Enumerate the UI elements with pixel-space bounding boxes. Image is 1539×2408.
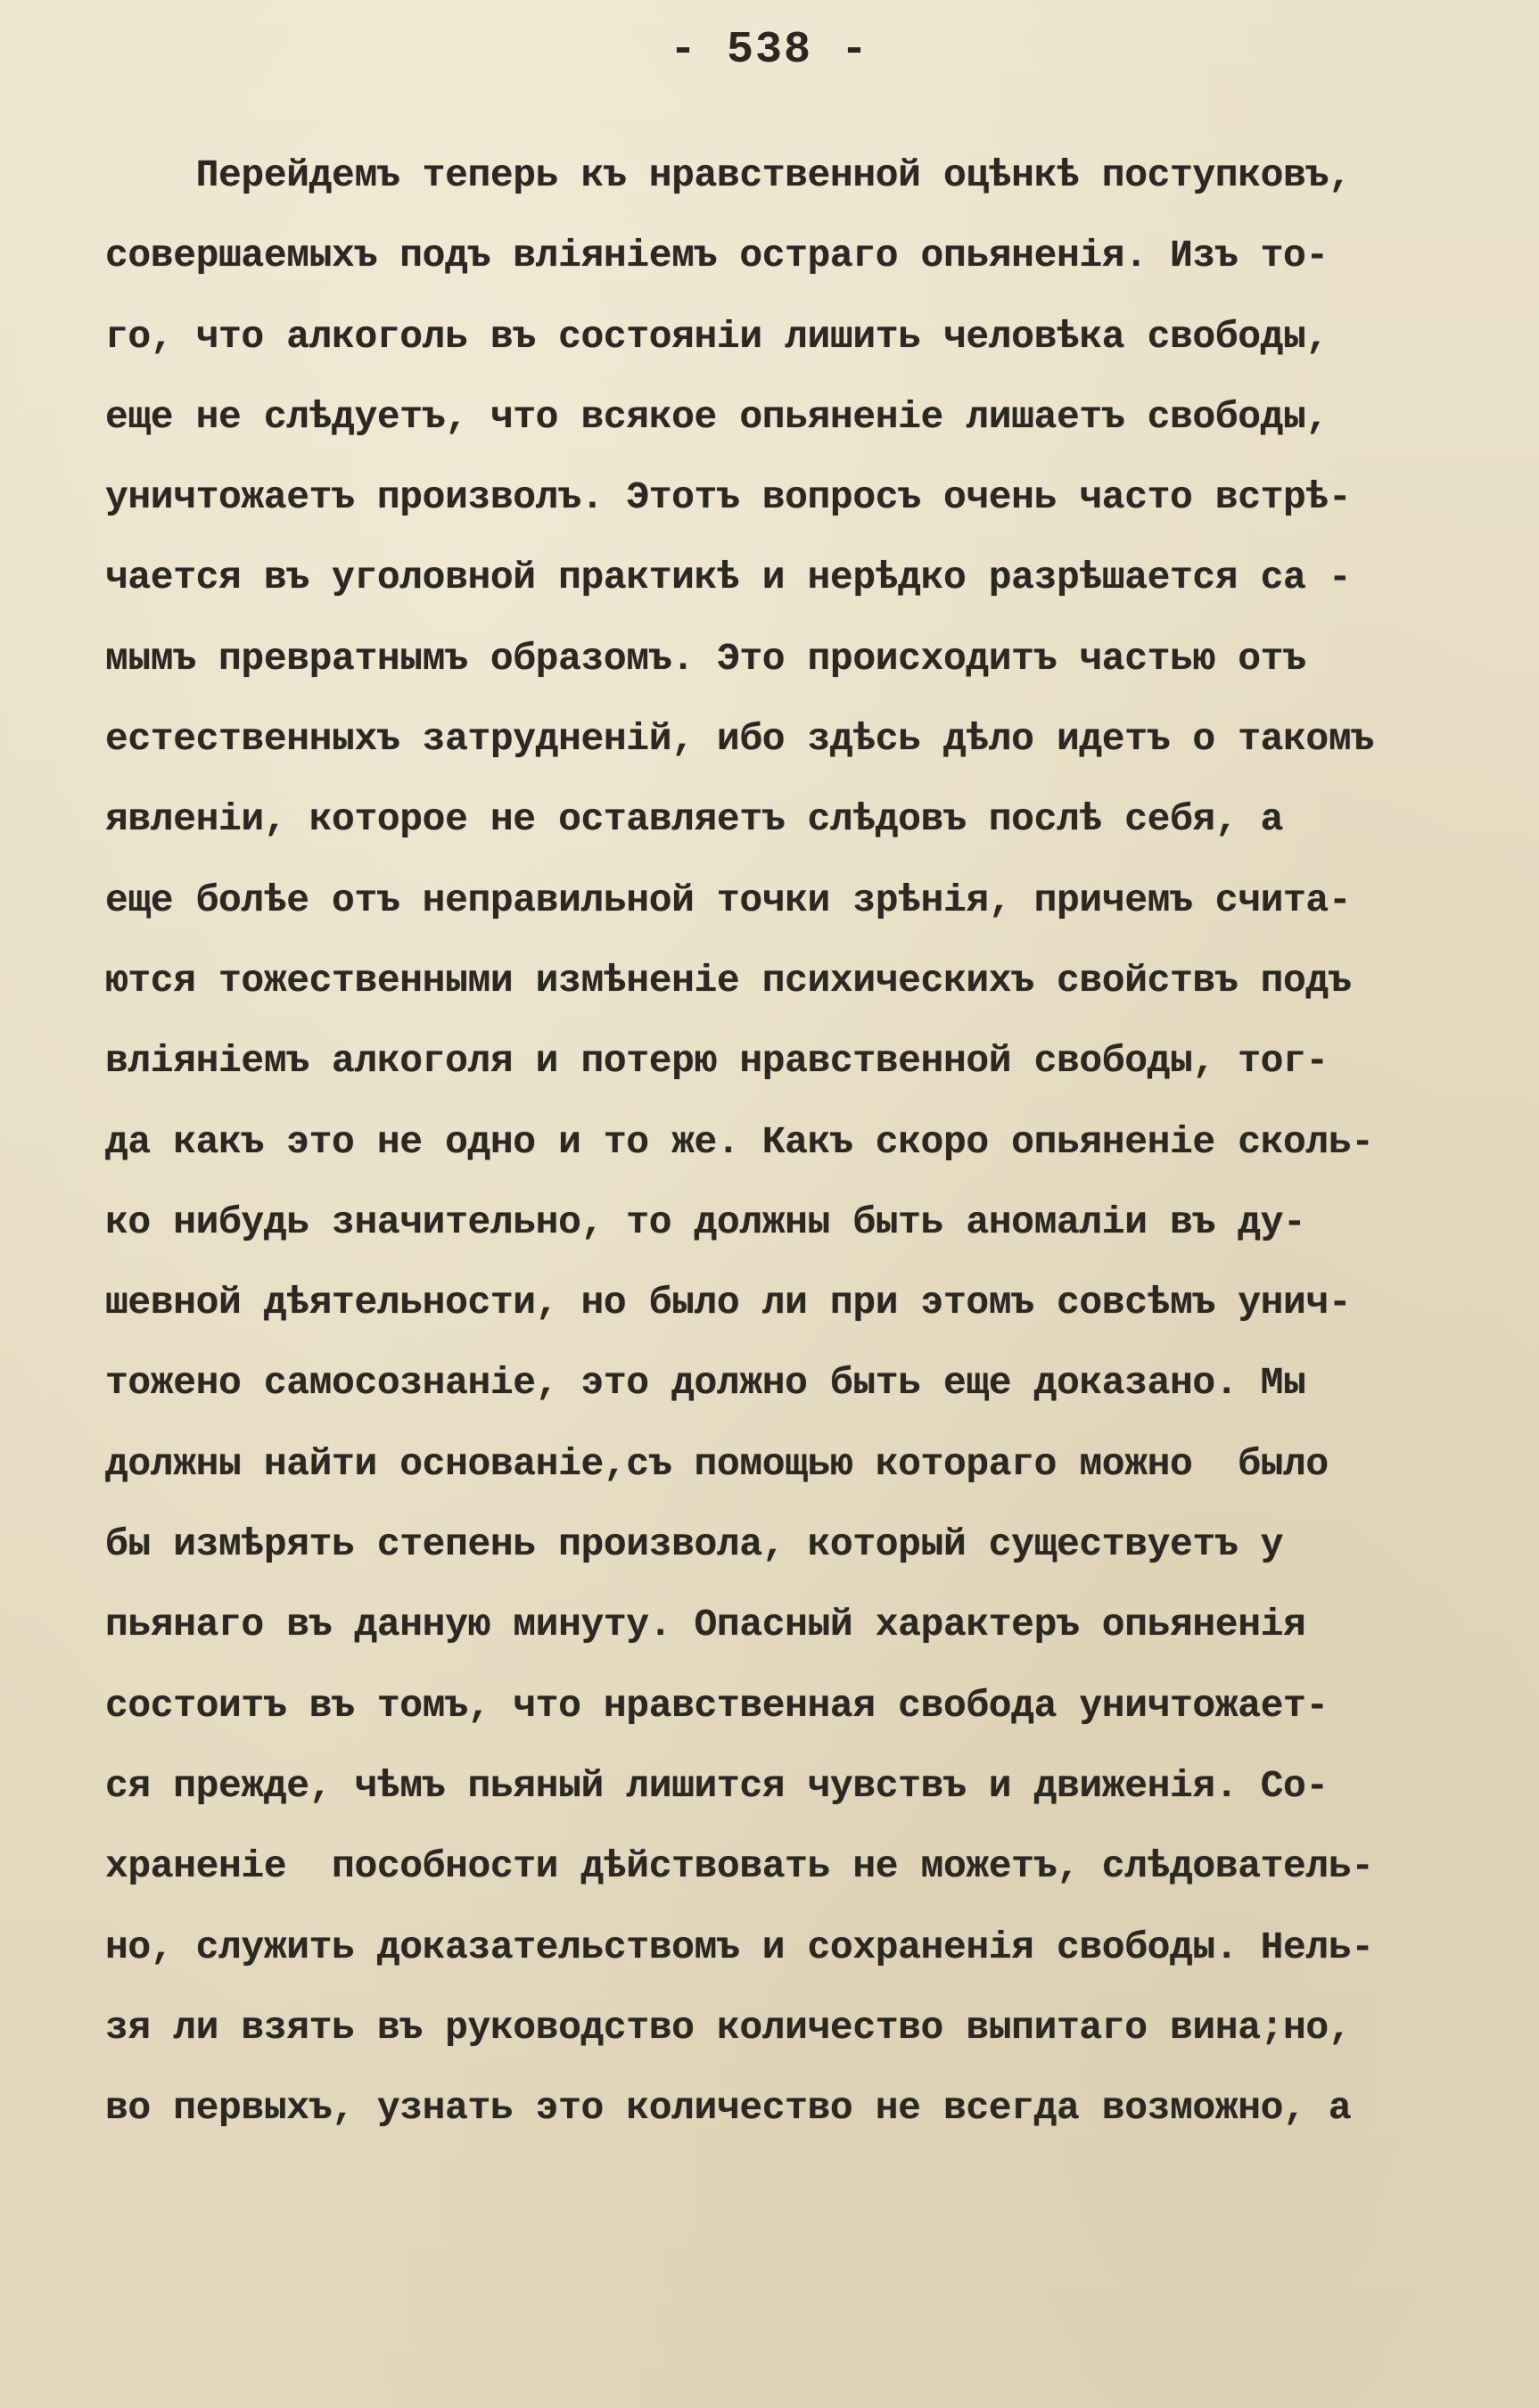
text-body xyxy=(105,136,1496,2148)
page-number: - 538 - xyxy=(669,25,870,76)
text-line-15: шевной дѣятельности, но было ли при этомъ совсѣмъ унич- xyxy=(105,1281,1352,1325)
text-line-20: состоитъ въ томъ, что нравственная свобода уничтожает- xyxy=(105,1683,1329,1728)
text-line-17: должны найти основанiе,съ помощью котораго можно было xyxy=(105,1441,1329,1486)
text-line-10: еще болѣе отъ неправильной точки зрѣнiя, причемъ счита- xyxy=(105,878,1352,922)
text-line-16: тожено самосознанiе, это должно быть еще доказано. Мы xyxy=(105,1361,1306,1406)
text-line-18: бы измѣрять степень произвола, который существуетъ у xyxy=(105,1522,1284,1567)
text-line-21: ся прежде, чѣмъ пьяный лишится чувствъ и движенiя. Со- xyxy=(105,1763,1329,1808)
text-line-19: пьянаго въ данную минуту. Опасный характеръ опьяненiя xyxy=(105,1603,1306,1647)
text-line-2: совершаемыхъ подъ влiянiемъ остраго опьяненiя. Изъ то- xyxy=(105,234,1329,278)
text-line-25: во первыхъ, узнать это количество не всегда возможно, а xyxy=(105,2086,1352,2131)
text-line-12: влiянiемъ алкоголя и потерю нравственной свободы, тог- xyxy=(105,1039,1329,1084)
text-line-13: да какъ это не одно и то же. Какъ скоро опьяненiе сколь- xyxy=(105,1119,1374,1164)
text-line-6: чается въ уголовной практикѣ и нерѣдко разрѣшается са - xyxy=(105,556,1352,600)
text-line-1: Перейдемъ теперь къ нравственной оцѣнкѣ поступковъ, xyxy=(105,153,1352,197)
text-line-23: но, служить доказательствомъ и сохраненiя свободы. Нель- xyxy=(105,1925,1374,1969)
text-line-5: уничтожаетъ произволъ. Этотъ вопросъ очень часто встрѣ- xyxy=(105,475,1352,520)
text-line-24: зя ли взять въ руководство количество выпитаго вина;но, xyxy=(105,2005,1352,2049)
text-line-7: мымъ превратнымъ образомъ. Это происходитъ частью отъ xyxy=(105,636,1306,680)
text-line-4: еще не слѣдуетъ, что всякое опьяненiе лишаетъ свободы, xyxy=(105,394,1329,439)
text-line-14: ко нибудь значительно, то должны быть аномалiи въ ду- xyxy=(105,1200,1306,1244)
text-line-11: ются тожественными измѣненiе психическихъ свойствъ подъ xyxy=(105,958,1352,1002)
text-line-3: го, что алкоголь въ состоянiи лишить человѣка свободы, xyxy=(105,314,1329,359)
text-line-22: храненiе пособности дѣйствовать не можетъ, слѣдователь- xyxy=(105,1844,1374,1889)
text-line-9: явленiи, которое не оставляетъ слѣдовъ послѣ себя, а xyxy=(105,797,1284,842)
text-line-8: естественныхъ затрудненiй, ибо здѣсь дѣло идетъ о такомъ xyxy=(105,717,1374,762)
